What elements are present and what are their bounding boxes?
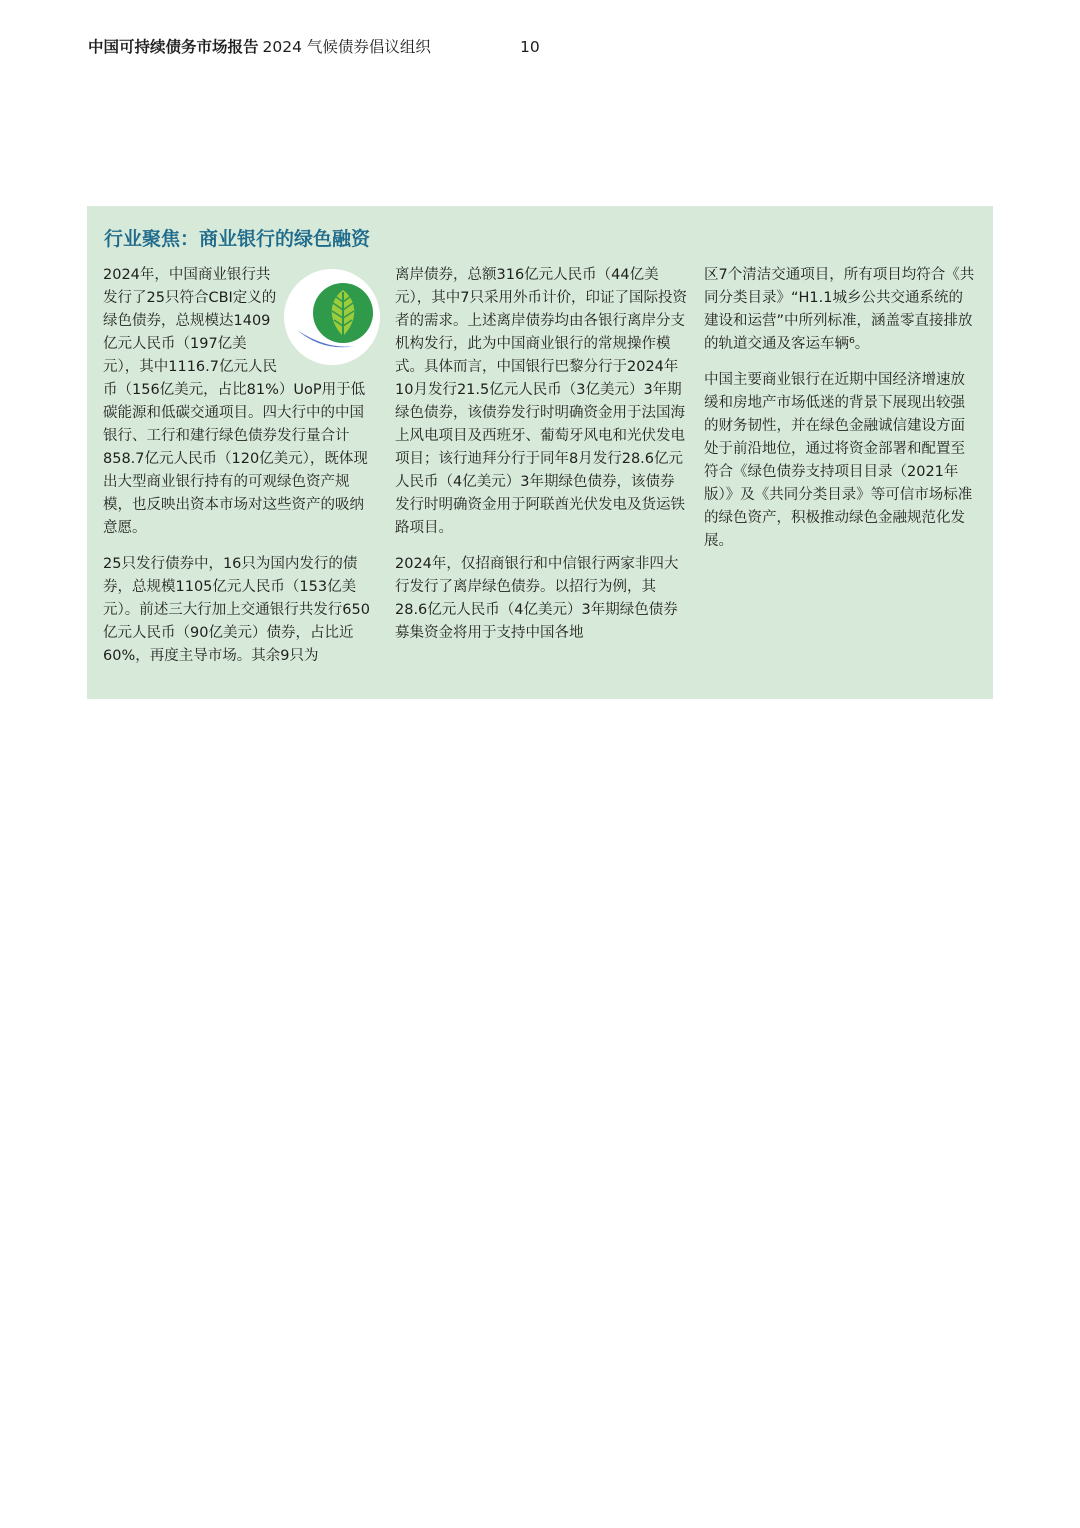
page-header — [88, 36, 540, 58]
paragraph: 中国主要商业银行在近期中国经济增速放缓和房地产市场低迷的背景下展现出较强的财务韧性，并在绿色金融诚信建设方面处于前沿地位，通过将资金部署和配置至符合《绿色债券支持项目目录（2021年版）》及《共同分类目录》等可信市场标准的绿色资产，积极推动绿色金融规范化发展。 — [704, 372, 973, 549]
organization-name: 2024 气候债券倡议组织 — [262, 38, 431, 56]
paragraph: 区7个清洁交通项目，所有项目均符合《共同分类目录》“H1.1城乡公共交通系统的建设和运营”中所列标准，涵盖零直接排放的轨道交通及客运车辆⁶。 — [704, 267, 975, 352]
paragraph: 离岸债券，总额316亿元人民币（44亿美元），其中7只采用外币计价，印证了国际投资者的需求。上述离岸债券均由各银行离岸分支机构发行，此为中国商业银行的常规操作模式。具体而言，中国银行巴黎分行于2024年10月发行21.5亿元人民币（3亿美元）3年期绿色债券，该债券发行时明确资金用于法国海上风电项目及西班牙、葡萄牙风电和光伏发电项目；该行迪拜分行于同年8月发行28.6亿元人民币（4亿美元）3年期绿色债券，该债券 发行时明确资金用于阿联酋光伏发电及货运铁路项目。 — [395, 267, 687, 536]
leaf-icon — [283, 268, 381, 366]
page-number: 10 — [520, 38, 540, 56]
paragraph: 2024年，中国商业银行共发行了25只符合CBI定义的绿色债券，总规模达1409亿元人民币（197亿美元），其中1116.7亿元人民币（156亿美元，占比81%）UoP用于低碳能源和低碳交通项目。四大行中的中国银行、工行和建行绿色债券发行量合计858.7亿元人民币（120亿美元），既体现出大型商业银行持有的可观绿色资产规模，也反映出资本市场对这些资产的吸纳意愿。 — [103, 267, 368, 536]
paragraph: 25只发行债券中，16只为国内发行的债券，总规模1105亿元人民币（153亿美元）。前述三大行加上交通银行共发行650亿元人民币（90亿美元）债券，占比近60%，再度主导市场。其余9只为 — [103, 556, 370, 664]
box-title: 行业聚焦：商业银行的绿色融资 — [104, 228, 371, 250]
paragraph: 2024年，仅招商银行和中信银行两家非四大行发行了离岸绿色债券。以招行为例，其28.6亿元人民币（4亿美元）3年期绿色债券募集资金将用于支持中国各地 — [395, 556, 679, 641]
column-3 — [704, 264, 976, 566]
report-title: 中国可持续债务市场报告 — [88, 38, 259, 56]
column-1 — [103, 264, 375, 681]
column-2 — [395, 264, 687, 658]
industry-focus-box — [87, 206, 993, 699]
